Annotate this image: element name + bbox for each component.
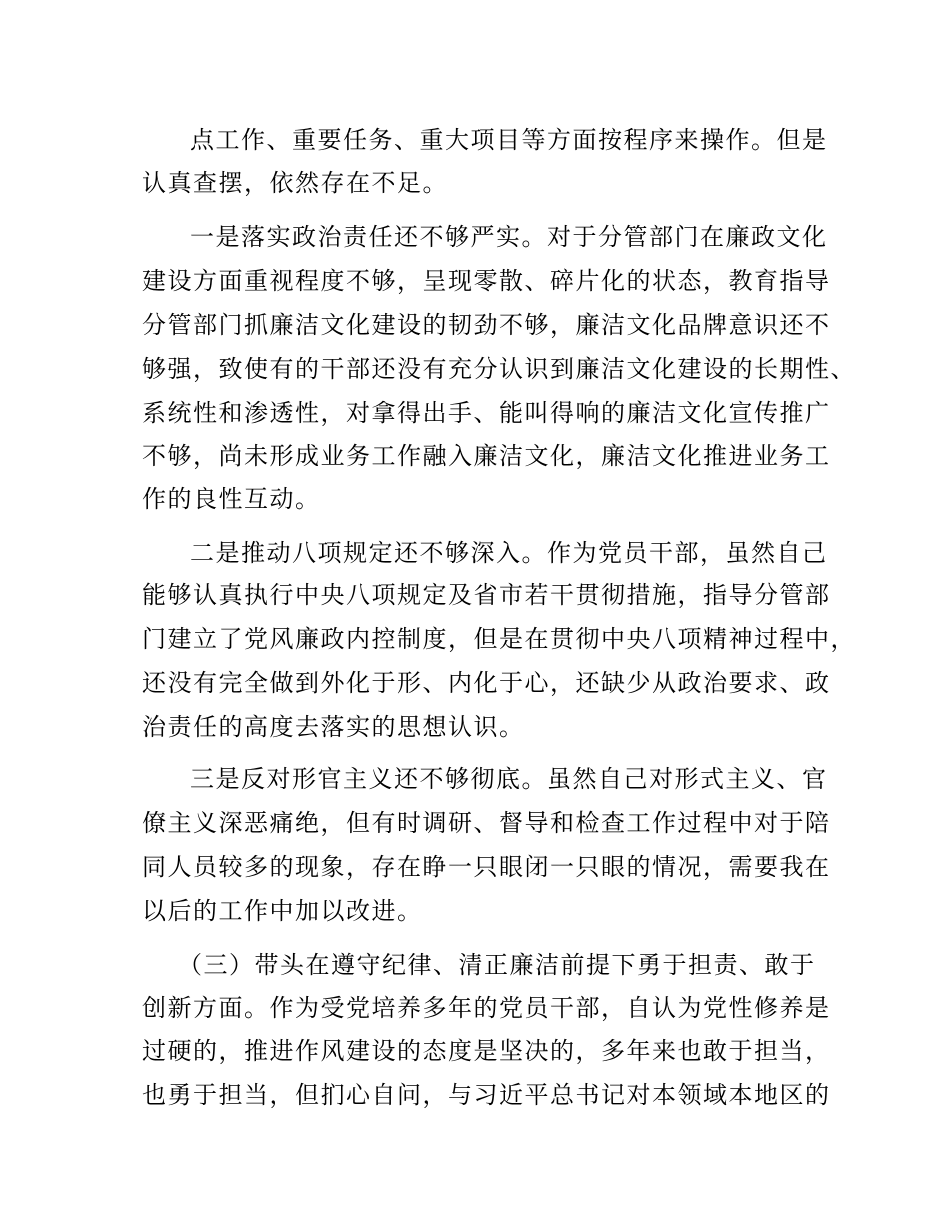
text-line: 建设方面重视程度不够，呈现零散、碎片化的状态，教育指导 <box>142 267 831 295</box>
text-line: 能够认真执行中央八项规定及省市若干贯彻措施，指导分管部 <box>142 581 831 609</box>
text-line: 僚主义深恶痛绝，但有时调研、督导和检查工作过程中对于陪 <box>142 809 831 837</box>
text-line: 分管部门抓廉洁文化建设的韧劲不够，廉洁文化品牌意识还不 <box>142 311 831 339</box>
text-line: 认真查摆，依然存在不足。 <box>142 169 448 197</box>
text-line: 系统性和渗透性，对拿得出手、能叫得响的廉洁文化宣传推广 <box>142 399 831 427</box>
text-line: 够强，致使有的干部还没有充分认识到廉洁文化建设的长期性、 <box>142 355 856 383</box>
text-line: 三是反对形官主义还不够彻底。虽然自己对形式主义、官 <box>190 765 828 793</box>
text-line: 不够，尚未形成业务工作融入廉洁文化，廉洁文化推进业务工 <box>142 442 831 470</box>
text-line: 创新方面。作为受党培养多年的党员干部，自认为党性修养是 <box>142 994 831 1022</box>
text-line: 一是落实政治责任还不够严实。对于分管部门在廉政文化 <box>190 223 828 251</box>
text-line: 作的良性互动。 <box>142 485 321 513</box>
text-line: 过硬的，推进作风建设的态度是坚决的，多年来也敢于担当， <box>142 1037 831 1065</box>
text-line: 同人员较多的现象，存在睁一只眼闭一只眼的情况，需要我在 <box>142 853 831 881</box>
text-line: 门建立了党风廉政内控制度，但是在贯彻中央八项精神过程中， <box>142 625 856 653</box>
text-line: 还没有完全做到外化于形、内化于心，还缺少从政治要求、政 <box>142 669 831 697</box>
text-line: 以后的工作中加以改进。 <box>142 897 423 925</box>
text-line: 点工作、重要任务、重大项目等方面按程序来操作。但是 <box>190 126 828 154</box>
text-line: （三）带头在遵守纪律、清正廉洁前提下勇于担责、敢于 <box>178 951 816 979</box>
text-line: 二是推动八项规定还不够深入。作为党员干部，虽然自己 <box>190 539 828 567</box>
text-line: 治责任的高度去落实的思想认识。 <box>142 713 525 741</box>
text-line: 也勇于担当，但扪心自问，与习近平总书记对本领域本地区的 <box>142 1081 831 1109</box>
